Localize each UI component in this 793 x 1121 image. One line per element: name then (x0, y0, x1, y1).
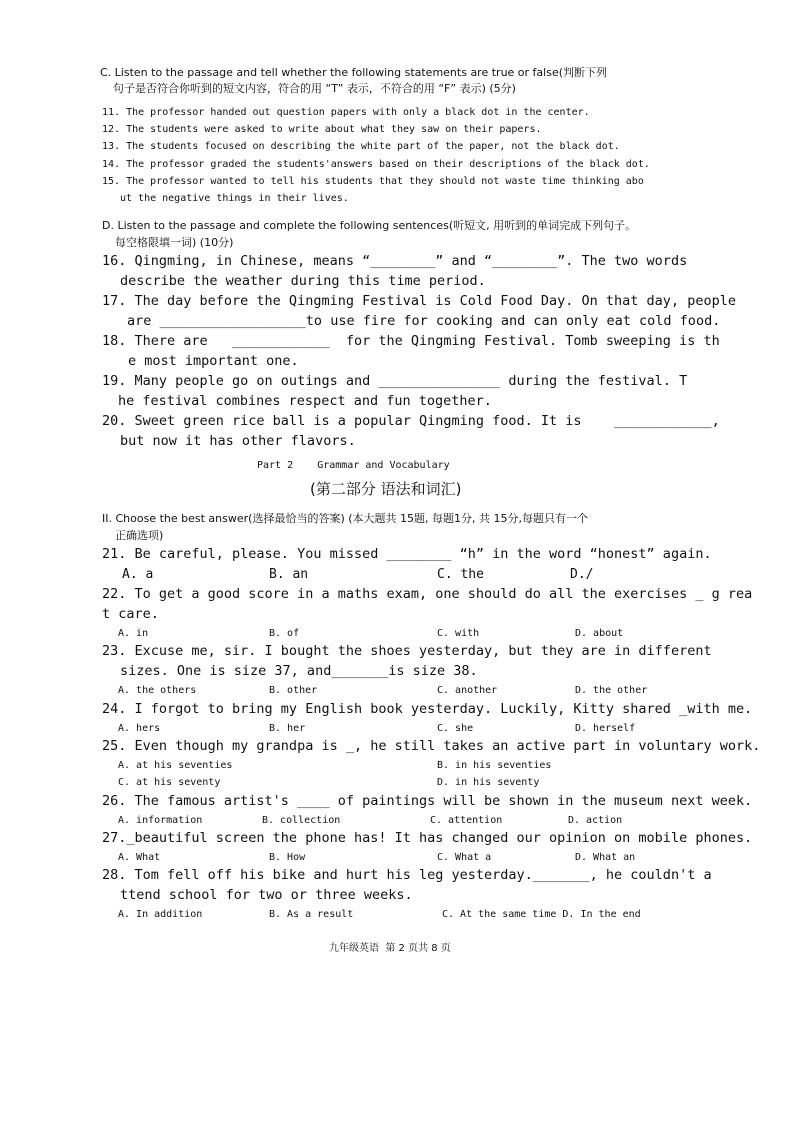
sentence-16-cont: describe the weather during this time period. (120, 273, 486, 289)
statement-15: 15. The professor wanted to tell his students that they should not waste time thinking abo (102, 176, 644, 187)
q28-option-c-d: C. At the same time D. In the end (442, 909, 641, 920)
q26-option-c: C. attention (430, 815, 503, 826)
q25-option-a: A. at his seventies (118, 760, 233, 771)
section-d-heading-line2: 每空格限填一词) (10分) (115, 236, 234, 249)
q25-option-c: C. at his seventy (118, 777, 221, 788)
q24-option-c: C. she (437, 723, 474, 734)
section-ii-heading-line2: 正确选项) (115, 529, 164, 542)
q22-option-a: A. in (118, 628, 149, 639)
question-25: 25. Even though my grandpa is _, he still takes an active part in voluntary work. (102, 738, 761, 754)
sentence-18: 18. There are ____________ for the Qingming Festival. Tomb sweeping is th (102, 333, 720, 349)
q24-option-a: A. hers (118, 723, 161, 734)
q22-option-c: C. with (437, 628, 480, 639)
q26-option-a: A. information (118, 815, 203, 826)
section-c-heading-line2: 句子是否符合你听到的短文内容，符合的用 “T” 表示，不符合的用 “F” 表示) (5分) (113, 82, 516, 95)
q27-option-c: C. What a (437, 852, 492, 863)
q25-option-d: D. in his seventy (437, 777, 540, 788)
sentence-18-cont: e most important one. (128, 353, 299, 369)
q21-option-b: B. an (269, 567, 309, 582)
question-26: 26. The famous artist's ____ of paintings will be shown in the museum next week. (102, 793, 753, 809)
statement-14: 14. The professor graded the students'answers based on their descriptions of the black dot. (102, 159, 650, 170)
q27-option-a: A. What (118, 852, 161, 863)
part2-title-en: Part 2 Grammar and Vocabulary (257, 460, 450, 471)
q23-option-a: A. the others (118, 685, 197, 696)
statement-15-cont: ut the negative things in their lives. (120, 193, 349, 204)
q24-option-d: D. herself (575, 723, 636, 734)
q28-option-b: B. As a result (269, 909, 354, 920)
question-27: 27._beautiful screen the phone has! It has changed our opinion on mobile phones. (102, 830, 753, 846)
sentence-20: 20. Sweet green rice ball is a popular Qingming food. It is ____________, (102, 413, 720, 429)
q26-option-d: D. action (568, 815, 623, 826)
q22-option-b: B. of (269, 628, 300, 639)
section-ii-heading-line1: II. Choose the best answer(选择最恰当的答案) (本大题共 15题, 每题1分, 共 15分,每题只有一个 (102, 512, 588, 525)
question-28-cont: ttend school for two or three weeks. (120, 887, 413, 903)
question-22: 22. To get a good score in a maths exam, one should do all the exercises _ g rea (102, 586, 753, 602)
sentence-17: 17. The day before the Qingming Festival is Cold Food Day. On that day, people (102, 293, 736, 309)
statement-11: 11. The professor handed out question papers with only a black dot in the center. (102, 107, 590, 118)
question-22-cont: t care. (102, 606, 159, 622)
q21-option-a: A. a (122, 567, 154, 582)
question-23-cont: sizes. One is size 37, and_______is size 38. (120, 663, 478, 679)
question-23: 23. Excuse me, sir. I bought the shoes yesterday, but they are in different (102, 643, 712, 659)
sentence-17-cont: are __________________to use fire for cooking and can only eat cold food. (127, 313, 721, 329)
section-d-heading-line1: D. Listen to the passage and complete the following sentences(听短文, 用听到的单词完成下列句子。 (102, 219, 637, 232)
question-24: 24. I forgot to bring my English book yesterday. Luckily, Kitty shared _with me. (102, 701, 753, 717)
q21-option-d: D./ (570, 567, 594, 582)
q23-option-b: B. other (269, 685, 318, 696)
q21-option-c: C. the (437, 567, 484, 582)
q28-option-a: A. In addition (118, 909, 203, 920)
q27-option-b: B. How (269, 852, 306, 863)
sentence-19-cont: he festival combines respect and fun together. (118, 393, 492, 409)
q25-option-b: B. in his seventies (437, 760, 552, 771)
q26-option-b: B. collection (262, 815, 341, 826)
sentence-16: 16. Qingming, in Chinese, means “________” and “________”. The two words (102, 253, 688, 269)
part2-title-cn: (第二部分 语法和词汇) (310, 480, 462, 498)
q27-option-d: D. What an (575, 852, 636, 863)
statement-13: 13. The students focused on describing the white part of the paper, not the black dot. (102, 141, 620, 152)
statement-12: 12. The students were asked to write about what they saw on their papers. (102, 124, 542, 135)
question-28: 28. Tom fell off his bike and hurt his leg yesterday._______, he couldn't a (102, 867, 712, 883)
q22-option-d: D. about (575, 628, 624, 639)
section-c-heading-line1: C. Listen to the passage and tell whether the following statements are true or false(判断下列 (100, 66, 608, 79)
question-21: 21. Be careful, please. You missed ________ “h” in the word “honest” again. (102, 546, 712, 562)
sentence-20-cont: but now it has other flavors. (120, 433, 356, 449)
sentence-19: 19. Many people go on outings and _______________ during the festival. T (102, 373, 688, 389)
q23-option-c: C. another (437, 685, 498, 696)
page-footer: 九年级英语 第 2 页共 8 页 (329, 943, 451, 954)
q24-option-b: B. her (269, 723, 306, 734)
q23-option-d: D. the other (575, 685, 648, 696)
